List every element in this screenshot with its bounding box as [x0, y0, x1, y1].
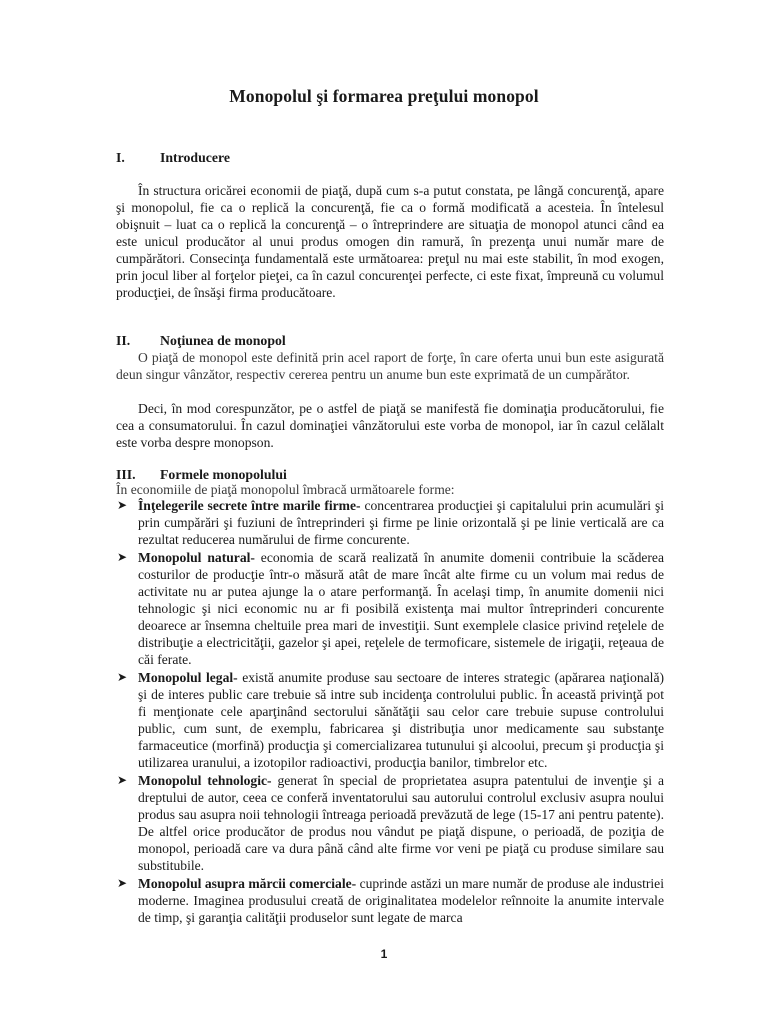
arrow-bullet-icon: ➤	[117, 670, 128, 684]
list-item-text: economia de scară realizată în anumite domenii contribuie la scăderea costurilor de producţie într-o măsură atât de mare încât alte firme cu un volum mai redus de activitate nu ar putea ajunge la o atare performanţă. În acelaşi timp, în anumite domenii nici tehnologic şi nici economic nu ar fi posibilă existenţa mai multor întreprinderi concurente deoarece ar însemna cheltuile prea mari de investiţii. Sunt exemplele clasice privind reţelele de distribuţie a electricităţii, gazelor şi apei, reţelele de termoficare, sistemele de irigaţii, reţeaua de căi ferate.	[138, 550, 664, 667]
section-title: Noţiunea de monopol	[160, 333, 286, 348]
list-item	[116, 669, 664, 771]
section-heading-notiunea	[116, 333, 286, 349]
arrow-bullet-icon: ➤	[117, 498, 128, 512]
list-item-text: generat în special de proprietatea asupra patentului de invenţie şi a dreptului de autor, ceea ce conferă inventatorului sau autorului controlul exclusiv asupra noului produs sau asupra noii tehnologii întreaga perioadă prevăzută de lege (15-17 ani pentru patente). De altfel orice producător de produs nou vândut pe piaţă dispune, o perioadă, de poziţia de monopol, perioadă care va dura până când alte firme vor veni pe piaţă cu produse similare sau substitubile.	[138, 773, 664, 873]
arrow-bullet-icon: ➤	[117, 773, 128, 787]
list-item-term: Înţelegerile secrete între marile firme-	[138, 498, 361, 513]
list-item	[116, 772, 664, 874]
list-item-text: concentrarea producţiei şi capitalului prin acumulări şi prin cumpărări şi fuziuni de întreprinderi şi firme pe linie orizontală şi pe linie verticală are ca rezultat reducerea numărului de firme concurente.	[138, 498, 665, 547]
list-item	[116, 875, 664, 926]
section-title: Introducere	[160, 150, 231, 165]
list-item-text: există anumite produse sau sectoare de interes strategic (apărarea naţională) şi de interes public care trebuie să intre sub incidenţa controlului public. În această privinţă pot fi menţionate cele aparţinând sectorului sănătăţii sau celor care trebuie supuse controlului public, cum sunt, de exemplu, fabricarea şi distribuţia unor medicamente sau substanţe farmaceutice (morfină) producţia şi comercializarea tutunului şi alcoolui, precum şi producţia şi utilizarea uranului, a izotopilor radioactivi, producţia banilor, timbrelor etc.	[138, 670, 665, 770]
list-item	[116, 497, 664, 548]
section-title: Formele monopolului	[160, 467, 287, 482]
arrow-bullet-icon: ➤	[117, 876, 128, 890]
paragraph-intro: În economiile de piaţă monopolul îmbracă următoarele forme:	[116, 482, 455, 497]
list-item-term: Monopolul tehnologic-	[138, 773, 272, 788]
list-item-term: Monopolul legal-	[138, 670, 238, 685]
paragraph: O piaţă de monopol este definită prin acel raport de forţe, în care oferta unui bun este asigurată deun singur vânzător, respectiv cererea pentru un anume bun este exprimată de un cumpărător.	[116, 350, 664, 382]
list-item	[116, 549, 664, 668]
section-number: II.	[116, 333, 131, 348]
arrow-bullet-icon: ➤	[117, 550, 128, 564]
list-item-term: Monopolul asupra mărcii comerciale-	[138, 876, 357, 891]
paragraph: În structura oricărei economii de piaţă, după cum s-a putut constata, pe lângă concurenţă, apare şi monopolul, fie ca o replică la concurenţă, fie ca o formă modificată a acesteia. În întelesul obişnuit – luat ca o replică la concurenţă – o întreprindere are situaţia de monopol atunci când ea este unicul producător al unui produs omogen din ramură, în prezenţa unui număr mare de cumpărători. Consecinţa fundamentală este următoarea: preţul nu mai este stabilit, în mod exogen, prin jocul liber al forţelor pieţei, ca în cazul concurenţei perfecte, ci este fixat, împreună cu volumul producţiei, de însăşi firma producătoare.	[116, 183, 664, 300]
page-number: 1	[380, 947, 388, 961]
section-number: III.	[116, 467, 136, 482]
section-number: I.	[116, 150, 125, 165]
list-item-text: cuprinde astăzi un mare număr de produse ale industriei moderne. Imaginea produsului creată de originalitatea modelelor reînnoite la anumite intervale de timp, şi garanţia calităţii produselor sunt legate de marca	[138, 876, 664, 925]
list-item-term: Monopolul natural-	[138, 550, 255, 565]
page-title: Monopolul şi formarea preţului monopol	[229, 86, 539, 106]
forms-list	[116, 497, 664, 927]
section-heading-introducere	[116, 150, 230, 166]
paragraph: Deci, în mod corespunzător, pe o astfel de piaţă se manifestă fie dominaţia producătorului, fie cea a consumatorului. În cazul dominaţiei vânzătorului este vorba de monopol, iar în cazul celălalt este vorba despre monopson.	[116, 401, 664, 450]
